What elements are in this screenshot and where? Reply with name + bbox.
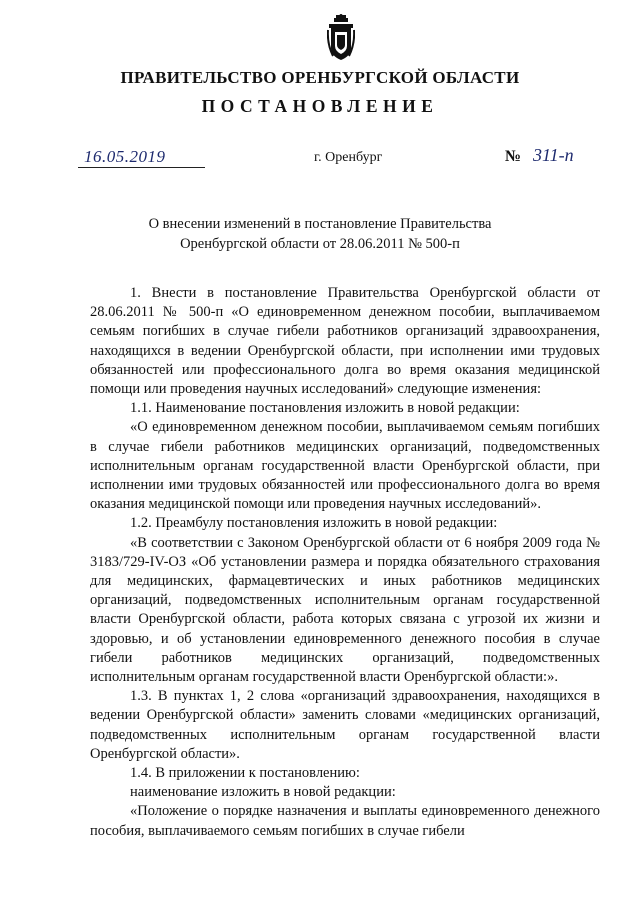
document-body — [90, 284, 600, 841]
paragraph-1-1: 1.1. Наименование постановления изложить в новой редакции: — [130, 400, 520, 417]
paragraph-1-3: 1.3. В пунктах 1, 2 слова «организаций здравоохранения, находящихся в ведении Оренбургской области» заменить словами «медицинских организаций, подведомственных исполнительным органам государственной власти Оренбургской области». — [90, 688, 600, 762]
document-city: г. Оренбург — [314, 150, 383, 165]
government-name: ПРАВИТЕЛЬСТВО ОРЕНБУРГСКОЙ ОБЛАСТИ — [120, 68, 520, 87]
document-number: 311-п — [533, 145, 574, 165]
paragraph-1-2-quote: «В соответствии с Законом Оренбургской области от 6 ноября 2009 года № 3183/729-IV-ОЗ «Об установлении размера и порядка обязательного страхования для медицинских, фармацевтических и иных работников медицинских организаций, подведомственных исполнительным органам государственной власти Оренбургской области, работа которых связана с угрозой их жизни и здоровью, и об установлении единовременного денежного пособия в случае гибели работников медицинских организаций, подведомственных исполнительным органам государственной власти Оренбургской области:». — [90, 534, 600, 686]
coat-of-arms-emblem — [327, 14, 355, 62]
paragraph-1-4-quote: «Положение о порядке назначения и выплаты единовременного денежного пособия, выплачиваемого семьям погибших в случае гибели — [90, 803, 600, 839]
paragraph-1-1-quote: «О единовременном денежном пособии, выплачиваемом семьям погибших в случае гибели работников медицинских организаций, подведомственных исполнительным органам государственной власти Оренбургской области, при исполнении ими трудовых обязанностей или профессионального долга во время оказания медицинской помощи или проведения научных исследований». — [90, 419, 600, 513]
document-type-title: ПОСТАНОВЛЕНИЕ — [201, 96, 439, 116]
document-date: 16.05.2019 — [84, 147, 166, 166]
date-underline — [78, 167, 205, 168]
paragraph-1-4: 1.4. В приложении к постановлению: — [130, 765, 360, 782]
subject-line-1: О внесении изменений в постановление Правительства — [148, 216, 492, 232]
paragraph-1-2: 1.2. Преамбулу постановления изложить в новой редакции: — [130, 515, 498, 532]
document-subject — [0, 214, 640, 254]
subject-line-2: Оренбургской области от 28.06.2011 № 500-п — [180, 236, 460, 252]
document-number-label: № — [505, 148, 522, 165]
paragraph-1-4-a: наименование изложить в новой редакции: — [130, 784, 396, 801]
paragraph-1: 1. Внести в постановление Правительства Оренбургской области от 28.06.2011 № 500-п «О единовременном денежном пособии, выплачиваемом семьям погибших в случае гибели работников организаций здравоохранения, находящихся в ведении Оренбургской области, при исполнении ими трудовых обязанностей или профессионального долга во время оказания медицинской помощи или проведения научных исследований» следующие изменения: — [90, 285, 600, 398]
